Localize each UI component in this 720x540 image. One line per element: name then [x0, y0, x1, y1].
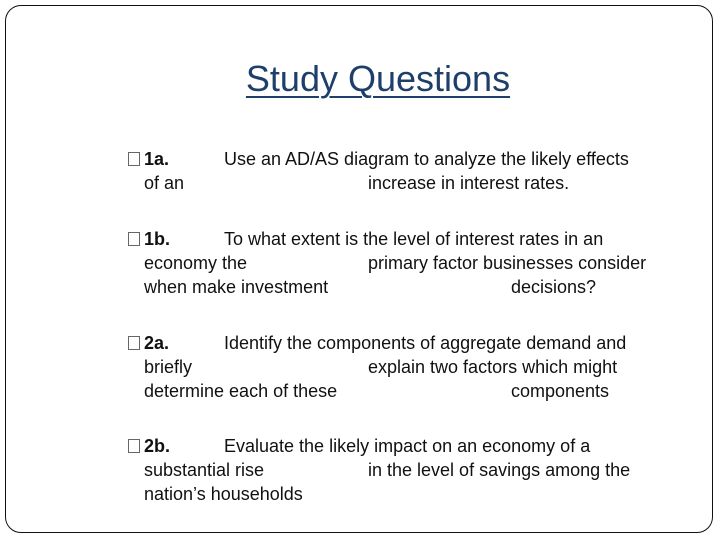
- question-text-line: Identify the components of aggregate demand and: [224, 333, 627, 353]
- question-text-line: Evaluate the likely impact on an economy of a: [224, 436, 591, 456]
- question-2b: [128, 434, 688, 506]
- question-text-line: explain two factors which might: [368, 357, 618, 377]
- question-text-line: when make investment: [144, 277, 329, 297]
- question-text-line: economy the: [144, 253, 248, 273]
- question-1a: [128, 147, 688, 195]
- question-text-line: Use an AD/AS diagram to analyze the likely effects: [224, 149, 629, 169]
- question-2a: [128, 331, 688, 403]
- question-text-line: determine each of these: [144, 381, 338, 401]
- question-text-line: in the level of savings among the: [368, 460, 631, 480]
- question-number: 2a.: [144, 333, 170, 353]
- question-text-line: To what extent is the level of interest rates in an: [224, 229, 604, 249]
- question-text-line: briefly: [144, 357, 193, 377]
- question-1b: [128, 227, 688, 299]
- question-number: 2b.: [144, 436, 171, 456]
- question-text-line: substantial rise: [144, 460, 265, 480]
- question-text-line: of an: [144, 173, 185, 193]
- question-text-line: primary factor businesses consider: [368, 253, 647, 273]
- question-text-line: decisions?: [511, 277, 597, 297]
- square-bullet-icon: [128, 232, 140, 246]
- slide-title: Study Questions: [245, 58, 511, 99]
- square-bullet-icon: [128, 439, 140, 453]
- question-number: 1a.: [144, 149, 170, 169]
- question-text-line: nation’s households: [144, 484, 303, 504]
- square-bullet-icon: [128, 152, 140, 166]
- square-bullet-icon: [128, 336, 140, 350]
- question-text-line: components: [511, 381, 610, 401]
- question-number: 1b.: [144, 229, 171, 249]
- question-text-line: increase in interest rates.: [368, 173, 570, 193]
